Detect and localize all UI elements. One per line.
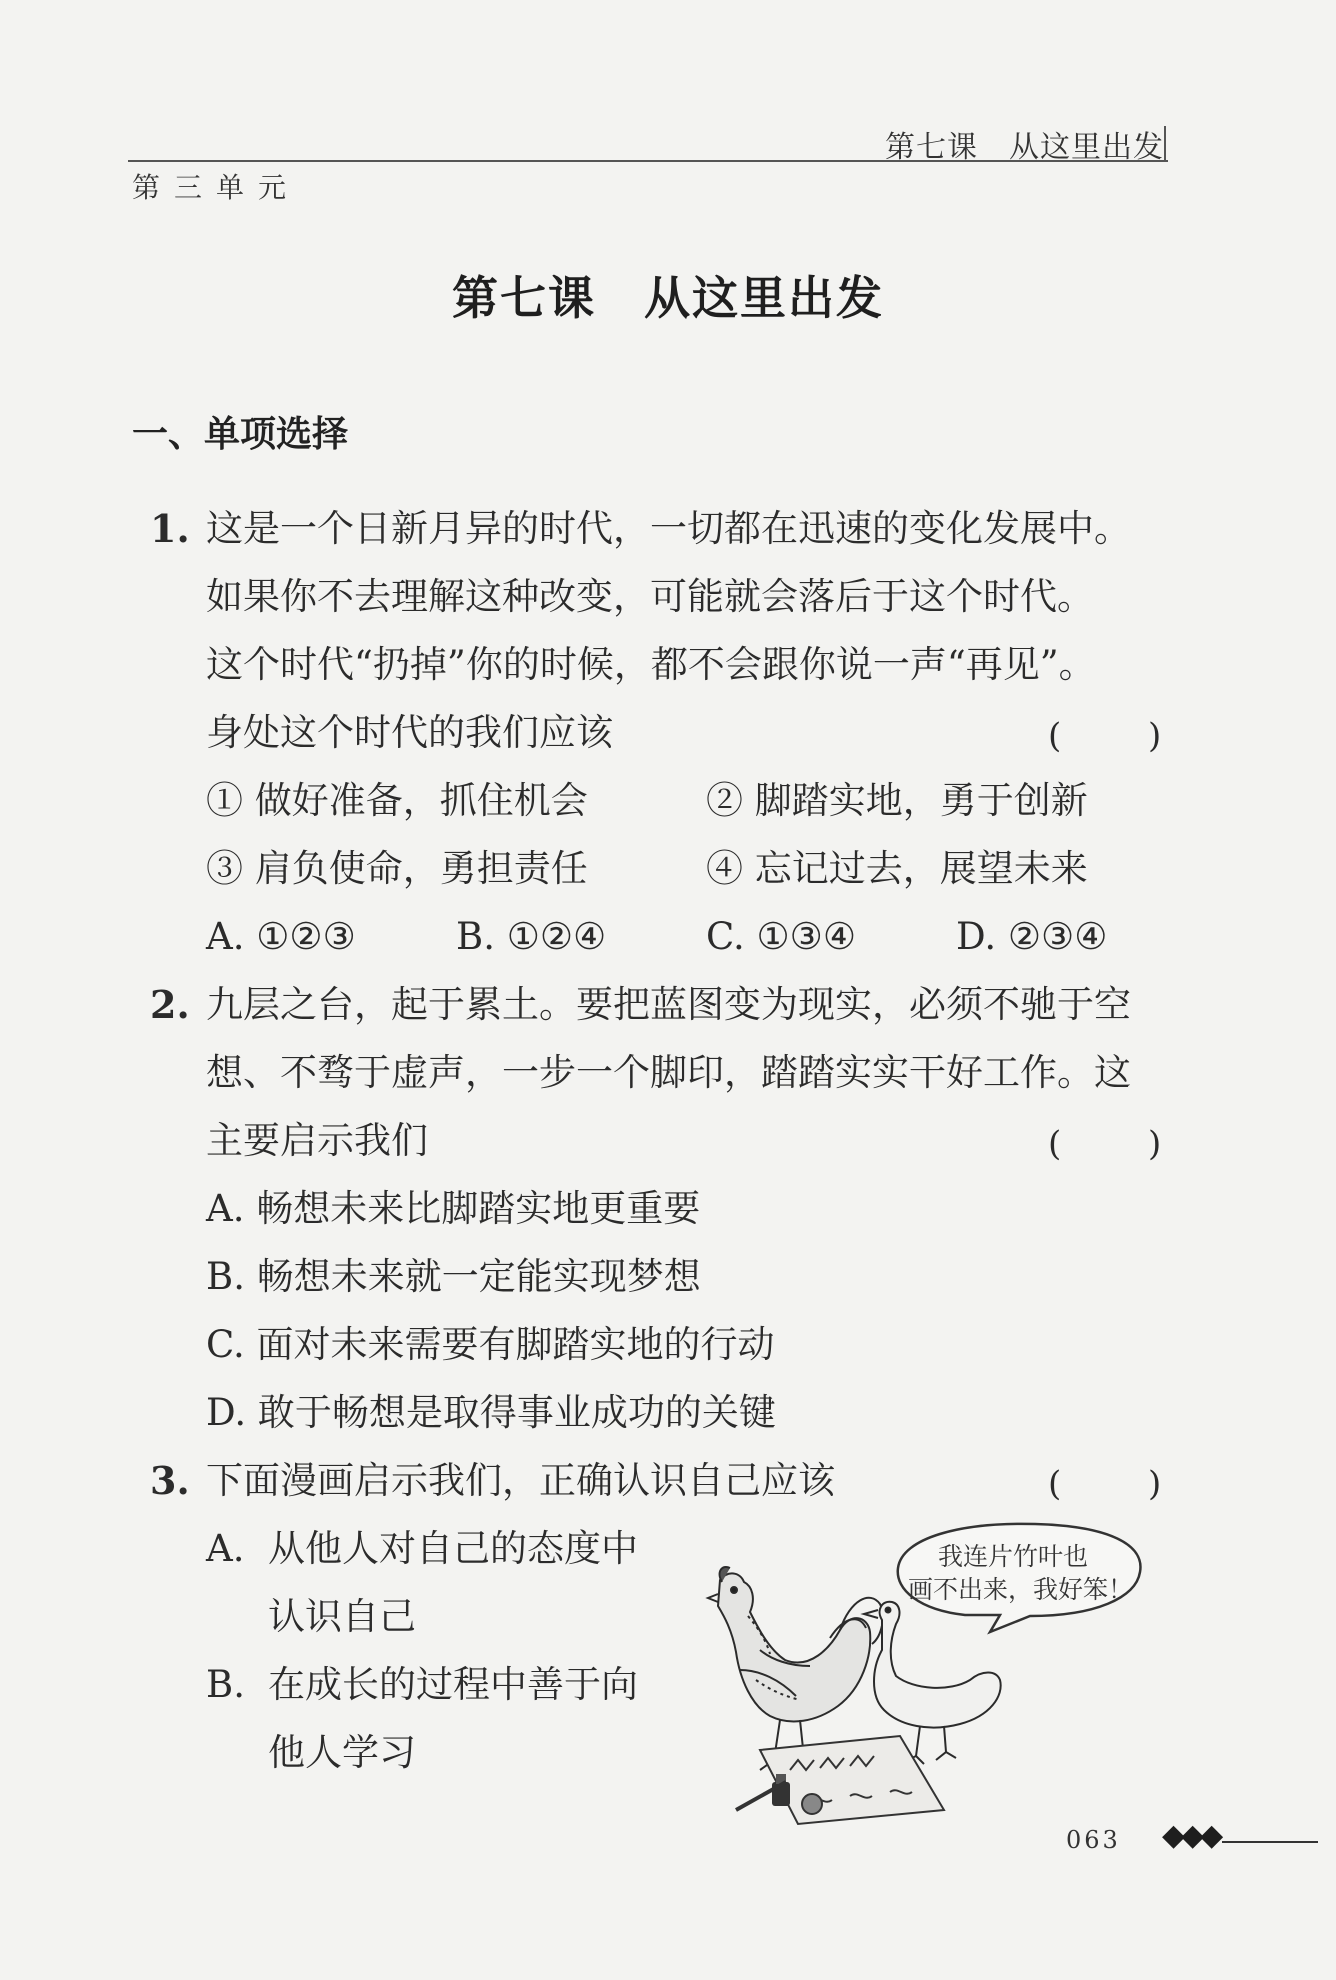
option-a: A. ①②③ — [206, 915, 356, 958]
answer-paren-open: ( — [1048, 1464, 1062, 1504]
header-rule — [128, 160, 1168, 162]
speech-line: 我连片竹叶也 — [938, 1542, 1089, 1571]
option-c: C. 面对未来需要有脚踏实地的行动 — [206, 1323, 775, 1366]
question-number: 3. — [150, 1458, 190, 1503]
option-b-line: 他人学习 — [268, 1731, 416, 1774]
footer-rule — [1222, 1841, 1318, 1843]
speech-line: 画不出来，我好笨！ — [908, 1575, 1134, 1604]
header-vertical-bar — [1164, 126, 1166, 162]
statement-item: ④ 忘记过去，展望未来 — [706, 847, 1088, 890]
statement-item: ② 脚踏实地，勇于创新 — [706, 779, 1088, 822]
question-stem-line: 如果你不去理解这种改变，可能就会落后于这个时代。 — [206, 575, 1094, 618]
option-label: A. — [206, 1527, 245, 1570]
statement-item: ③ 肩负使命，勇担责任 — [206, 847, 588, 890]
option-b: B. 畅想未来就一定能实现梦想 — [206, 1255, 701, 1298]
option-d: D. ②③④ — [956, 915, 1108, 958]
option-a: A. 畅想未来比脚踏实地更重要 — [206, 1187, 701, 1230]
question-stem-line: 身处这个时代的我们应该 — [206, 711, 613, 754]
question-stem-line: 下面漫画启示我们，正确认识自己应该 — [206, 1459, 835, 1502]
question-stem-line: 想、不骛于虚声，一步一个脚印，踏踏实实干好工作。这 — [206, 1051, 1131, 1094]
answer-paren-close: ) — [1148, 1464, 1162, 1504]
option-a-line: 认识自己 — [268, 1595, 416, 1638]
option-c: C. ①③④ — [706, 915, 857, 958]
lesson-title: 第七课 从这里出发 — [452, 271, 884, 325]
option-b-line: 在成长的过程中善于向 — [268, 1663, 638, 1706]
diamond-ornament-icon: ◆◆◆ — [1162, 1818, 1220, 1853]
option-a-line: 从他人对自己的态度中 — [268, 1527, 638, 1570]
option-d: D. 敢于畅想是取得事业成功的关键 — [206, 1391, 776, 1434]
option-label: B. — [206, 1663, 245, 1706]
question-stem-line: 这个时代“扔掉”你的时候，都不会跟你说一声“再见”。 — [206, 643, 1096, 686]
running-header-title: 第七课 从这里出发 — [885, 130, 1164, 165]
cartoon-drawing — [700, 1520, 1180, 1830]
question-stem-line: 九层之台，起于累土。要把蓝图变为现实，必须不驰于空 — [206, 983, 1131, 1026]
page-number: 063 — [1066, 1826, 1121, 1854]
section-heading: 一、单项选择 — [132, 414, 349, 455]
answer-paren-close: ) — [1148, 1124, 1162, 1164]
answer-paren-open: ( — [1048, 716, 1062, 756]
answer-paren-close: ) — [1148, 716, 1162, 756]
option-b: B. ①②④ — [456, 915, 607, 958]
unit-label: 第三单元 — [132, 171, 301, 204]
question-number: 1. — [150, 506, 190, 551]
question-stem-line: 这是一个日新月异的时代，一切都在迅速的变化发展中。 — [206, 507, 1131, 550]
statement-item: ① 做好准备，抓住机会 — [206, 779, 588, 822]
question-stem-line: 主要启示我们 — [206, 1119, 428, 1162]
question-number: 2. — [150, 982, 190, 1027]
answer-paren-open: ( — [1048, 1124, 1062, 1164]
cartoon-illustration — [700, 1520, 1180, 1830]
